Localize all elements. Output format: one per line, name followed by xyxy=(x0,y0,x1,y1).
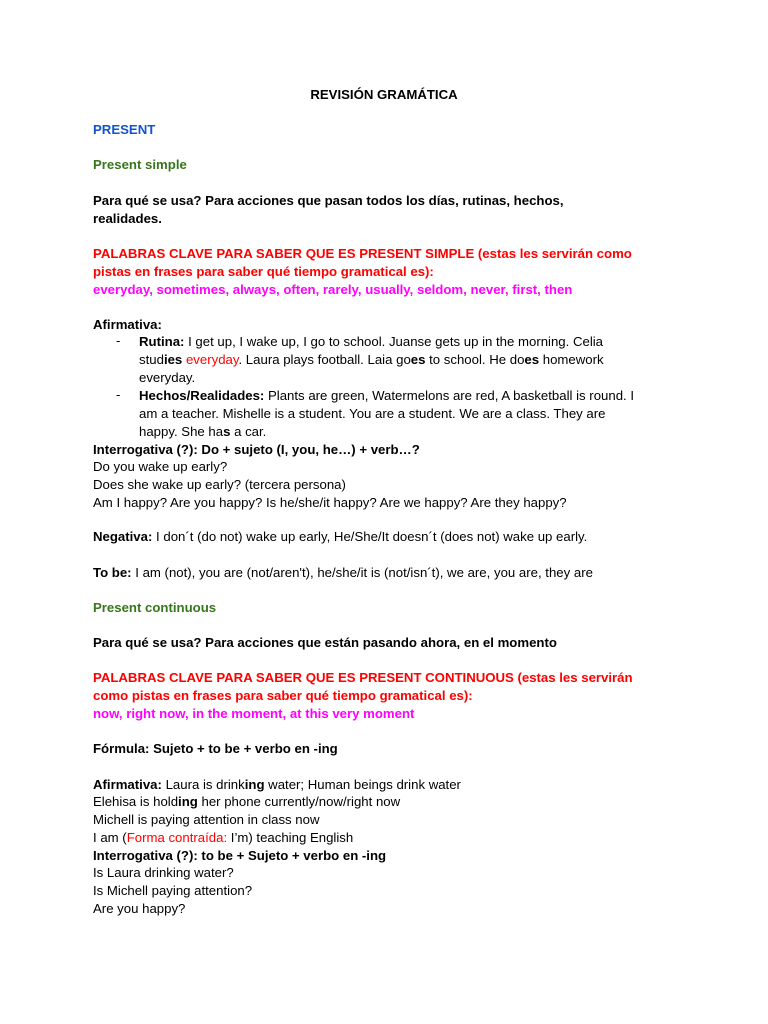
continuous-keywords-line-1: PALABRAS CLAVE PARA SABER QUE ES PRESENT CONTINUOUS (estas les servirán xyxy=(93,670,633,685)
continuous-question-2: Is Michell paying attention? xyxy=(93,883,253,898)
simple-keywords-list: everyday, sometimes, always, often, rarely, usually, seldom, never, first, then xyxy=(93,282,573,297)
continuous-affirmative-1: Afirmativa: Laura is drinking water; Human beings drink water xyxy=(93,777,461,792)
continuous-keywords-list: now, right now, in the moment, at this very moment xyxy=(93,706,415,721)
simple-affirmative-label: Afirmativa: xyxy=(93,317,162,332)
continuous-keywords-line-2: como pistas en frases para saber qué tiempo gramatical es): xyxy=(93,688,473,703)
continuous-affirmative-3: Michell is paying attention in class now xyxy=(93,812,320,827)
routine-line-1: Rutina: I get up, I wake up, I go to school. Juanse gets up in the morning. Celia xyxy=(139,334,604,349)
continuous-affirmative-4: I am (Forma contraída: I’m) teaching English xyxy=(93,830,354,845)
continuous-question-3: Are you happy? xyxy=(93,901,186,916)
routine-line-3: everyday. xyxy=(139,370,196,385)
simple-usage-line-2: realidades. xyxy=(93,211,162,226)
simple-to-be: To be: I am (not), you are (not/aren't), he/she/it is (not/isn´t), we are, you are, they are xyxy=(93,565,593,580)
facts-line-2: am a teacher. Mishelle is a student. You are a student. We are a class. They are xyxy=(139,406,606,421)
simple-keywords-line-1: PALABRAS CLAVE PARA SABER QUE ES PRESENT SIMPLE (estas les servirán como xyxy=(93,246,632,261)
continuous-interrogative-label: Interrogativa (?): to be + Sujeto + verbo en -ing xyxy=(93,848,387,863)
page-title: REVISIÓN GRAMÁTICA xyxy=(310,87,458,102)
bullet-dash: - xyxy=(116,387,121,402)
simple-usage-line-1: Para qué se usa? Para acciones que pasan todos los días, rutinas, hechos, xyxy=(93,193,564,208)
section-heading-present: PRESENT xyxy=(93,122,156,137)
simple-keywords-line-2: pistas en frases para saber qué tiempo gramatical es): xyxy=(93,264,434,279)
bullet-dash: - xyxy=(116,333,121,348)
subheading-present-simple: Present simple xyxy=(93,157,187,172)
facts-line-3: happy. She has a car. xyxy=(139,424,267,439)
continuous-usage: Para qué se usa? Para acciones que están pasando ahora, en el momento xyxy=(93,635,557,650)
continuous-question-1: Is Laura drinking water? xyxy=(93,865,234,880)
continuous-formula: Fórmula: Sujeto + to be + verbo en -ing xyxy=(93,741,338,756)
simple-question-3: Am I happy? Are you happy? Is he/she/it happy? Are we happy? Are they happy? xyxy=(93,495,567,510)
continuous-affirmative-2: Elehisa is holding her phone currently/now/right now xyxy=(93,794,401,809)
simple-question-1: Do you wake up early? xyxy=(93,459,228,474)
routine-line-2: studies everyday. Laura plays football. Laia goes to school. He does homework xyxy=(139,352,604,367)
subheading-present-continuous: Present continuous xyxy=(93,600,217,615)
simple-negative: Negativa: I don´t (do not) wake up early, He/She/It doesn´t (does not) wake up early. xyxy=(93,529,588,544)
facts-line-1: Hechos/Realidades: Plants are green, Watermelons are red, A basketball is round. I xyxy=(139,388,635,403)
simple-question-2: Does she wake up early? (tercera persona) xyxy=(93,477,346,492)
simple-interrogative-label: Interrogativa (?): Do + sujeto (I, you, he…) + verb…? xyxy=(93,442,420,457)
